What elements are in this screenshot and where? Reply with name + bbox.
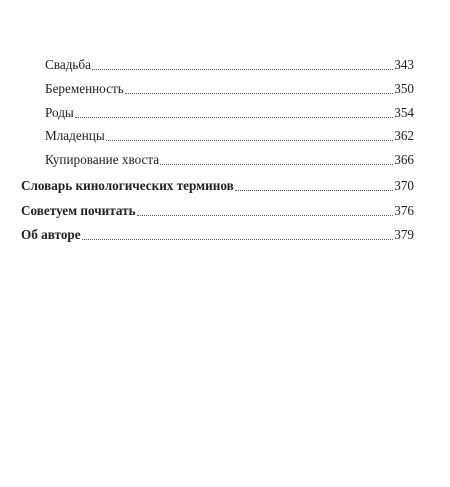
toc-entry-page-number: 362	[394, 128, 414, 143]
toc-entry-title: Купирование хвоста	[45, 152, 160, 167]
dot-leader	[125, 93, 393, 94]
toc-entry-page-number: 350	[394, 81, 414, 96]
toc-entry-pregnancy	[45, 80, 414, 98]
toc-entry-title: Свадьба	[45, 57, 91, 72]
toc-entry-title: Роды	[45, 105, 74, 120]
toc-entry-glossary	[21, 177, 414, 195]
toc-entry-about-author	[21, 226, 414, 244]
toc-entry-recommended-reading	[21, 202, 414, 220]
toc-entry-wedding	[45, 56, 414, 74]
dot-leader	[92, 69, 393, 70]
dot-leader	[160, 164, 393, 165]
toc-entry-page-number: 376	[394, 203, 414, 218]
dot-leader	[137, 215, 394, 216]
toc-entry-tail-docking	[45, 151, 414, 169]
toc-entry-birth	[45, 104, 414, 122]
toc-entry-title: Об авторе	[21, 227, 81, 242]
toc-entry-title: Беременность	[45, 81, 124, 96]
toc-entry-title: Словарь кинологических терминов	[21, 178, 234, 193]
toc-entry-page-number: 370	[394, 178, 414, 193]
toc-entry-title: Младенцы	[45, 128, 105, 143]
dot-leader	[235, 190, 393, 191]
toc-entry-title: Советуем почитать	[21, 203, 136, 218]
dot-leader	[75, 117, 393, 118]
toc-entry-page-number: 343	[394, 57, 414, 72]
dot-leader	[82, 239, 394, 240]
toc-entry-page-number: 354	[394, 105, 414, 120]
toc-entry-page-number: 379	[394, 227, 414, 242]
dot-leader	[106, 140, 394, 141]
toc-entry-page-number: 366	[394, 152, 414, 167]
toc-entry-puppies	[45, 127, 414, 145]
